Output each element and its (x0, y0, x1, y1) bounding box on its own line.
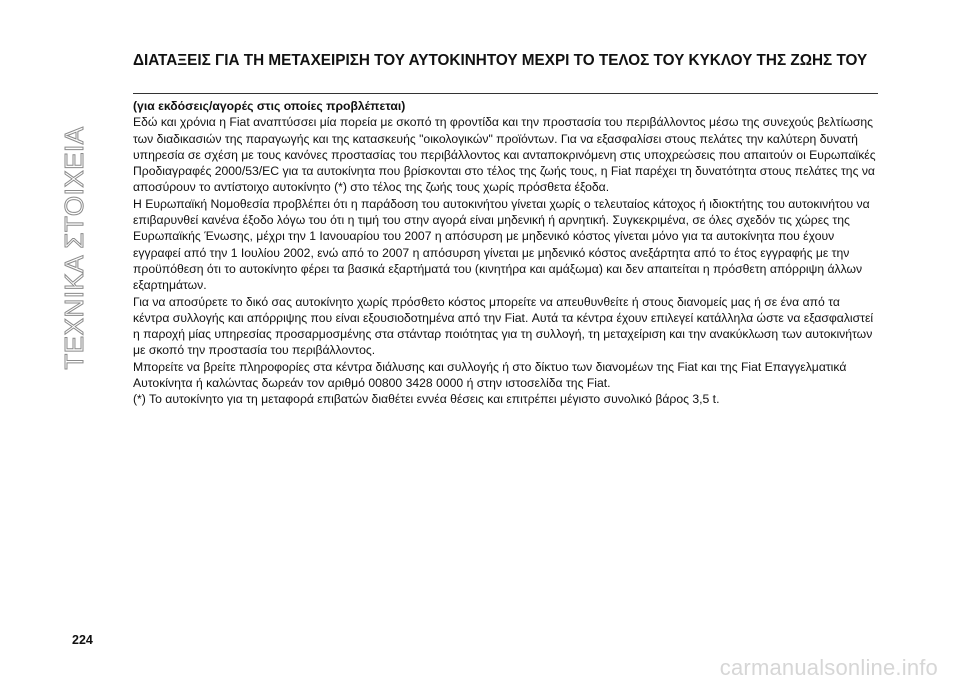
paragraph-3: Για να αποσύρετε το δικό σας αυτοκίνητο χωρίς πρόσθετο κόστος μπορείτε να απευθυνθείτε ή στους διανομείς μας ή σε ένα από τα κέντρα συλλογής και απόρριψης που είναι εξουσιοδοτημένα από την Fiat. Αυτά τα κέντρα έχουν επιλεγεί κατάλληλα ώστε να εξασφαλιστεί η παροχή μίας υπηρεσίας προσαρμοσμένης στα στάνταρ ποιότητας για τη συλλογή, τη μεταχείριση και την ανακύκλωση των αυτοκινήτων με σκοπό την προστασία του περιβάλλοντος. (133, 294, 874, 358)
footnote: (*) Το αυτοκίνητο για τη μεταφορά επιβατών διαθέτει εννέα θέσεις και επιτρέπει μέγιστο συνολικό βάρος 3,5 t. (133, 392, 720, 407)
side-tab-label: ΤΕΧΝΙΚΑ ΣΤΟΙΧΕΙΑ (59, 126, 89, 370)
paragraph-1: Εδώ και χρόνια η Fiat αναπτύσσει μία πορεία με σκοπό τη φροντίδα και την προστασία του περιβάλλοντος μέσω της συνεχούς βελτίωσης των διαδικασιών της παραγωγής και της κατασκευής "οικολογικών" προϊόντων. Για να εξασφαλίσει στους πελάτες την καλύτερη δυνατή υπηρεσία σε σχέση με τους κανόνες προστασίας του περιβάλλοντος και ανταποκρινόμενη στις υποχρεώσεις που απαιτούν οι Ευρωπαϊκές Προδιαγραφές 2000/53/EC για τα αυτοκίνητα που βρίσκονται στο τέλος της ζωής τους, η Fiat παρέχει τη δυνατότητα στους πελάτες της να αποσύρουν το αντίστοιχο αυτοκίνητο (*) στο τέλος της ζωής τους χωρίς πρόσθετα έξοδα. (133, 115, 876, 195)
page-number: 224 (72, 633, 93, 647)
subheading: (για εκδόσεις/αγορές στις οποίες προβλέπεται) (133, 99, 406, 113)
paragraph-4: Μπορείτε να βρείτε πληροφορίες στα κέντρα διάλυσης και συλλογής ή στο δίκτυο των διανομέων της Fiat και της Fiat Επαγγελματικά Αυτοκίνητα ή καλώντας δωρεάν τον αριθμό 00800 3428 0000 ή στην ιστοσελίδα της Fiat. (133, 359, 847, 391)
title-divider (133, 93, 878, 94)
paragraph-2: Η Ευρωπαϊκή Νομοθεσία προβλέπει ότι η παράδοση του αυτοκινήτου γίνεται χωρίς ο τελευταίος κάτοχος ή ιδιοκτήτης του αυτοκινήτου να επιβαρυνθεί κανένα έξοδο λόγω του ότι η τιμή του στην αγορά είναι μηδενική ή αρνητική. Συγκεκριμένα, σε όλες σχεδόν τις χώρες της Ευρωπαϊκής Ένωσης, μέχρι την 1 Ιανουαρίου του 2007 η απόσυρση με μηδενικό κόστος γίνεται μόνο για τα αυτοκίνητα που έχουν εγγραφεί από την 1 Ιουλίου 2002, ενώ από το 2007 η απόσυρση γίνεται με μηδενικό κόστος ανεξάρτητα από το έτος εγγραφής με την προϋπόθεση ότι το αυτοκίνητο φέρει τα βασικά εξαρτήματά του (κινητήρα και αμάξωμα) και δεν απαιτείται η πρόσθετη απόρριψη άλλων εξαρτημάτων. (133, 196, 870, 293)
document-body (133, 98, 878, 408)
section-title: ΔΙΑΤΑΞΕΙΣ ΓΙΑ ΤΗ ΜΕΤΑΧΕΙΡΙΣΗ ΤΟΥ ΑΥΤΟΚΙΝΗΤΟΥ ΜΕΧΡΙ ΤΟ ΤΕΛΟΣ ΤΟΥ ΚΥΚΛΟΥ ΤΗΣ ΖΩΗΣ ΤΟΥ (133, 52, 868, 69)
watermark: carmanualsonline.info (719, 655, 938, 680)
section-side-tab (54, 98, 94, 398)
